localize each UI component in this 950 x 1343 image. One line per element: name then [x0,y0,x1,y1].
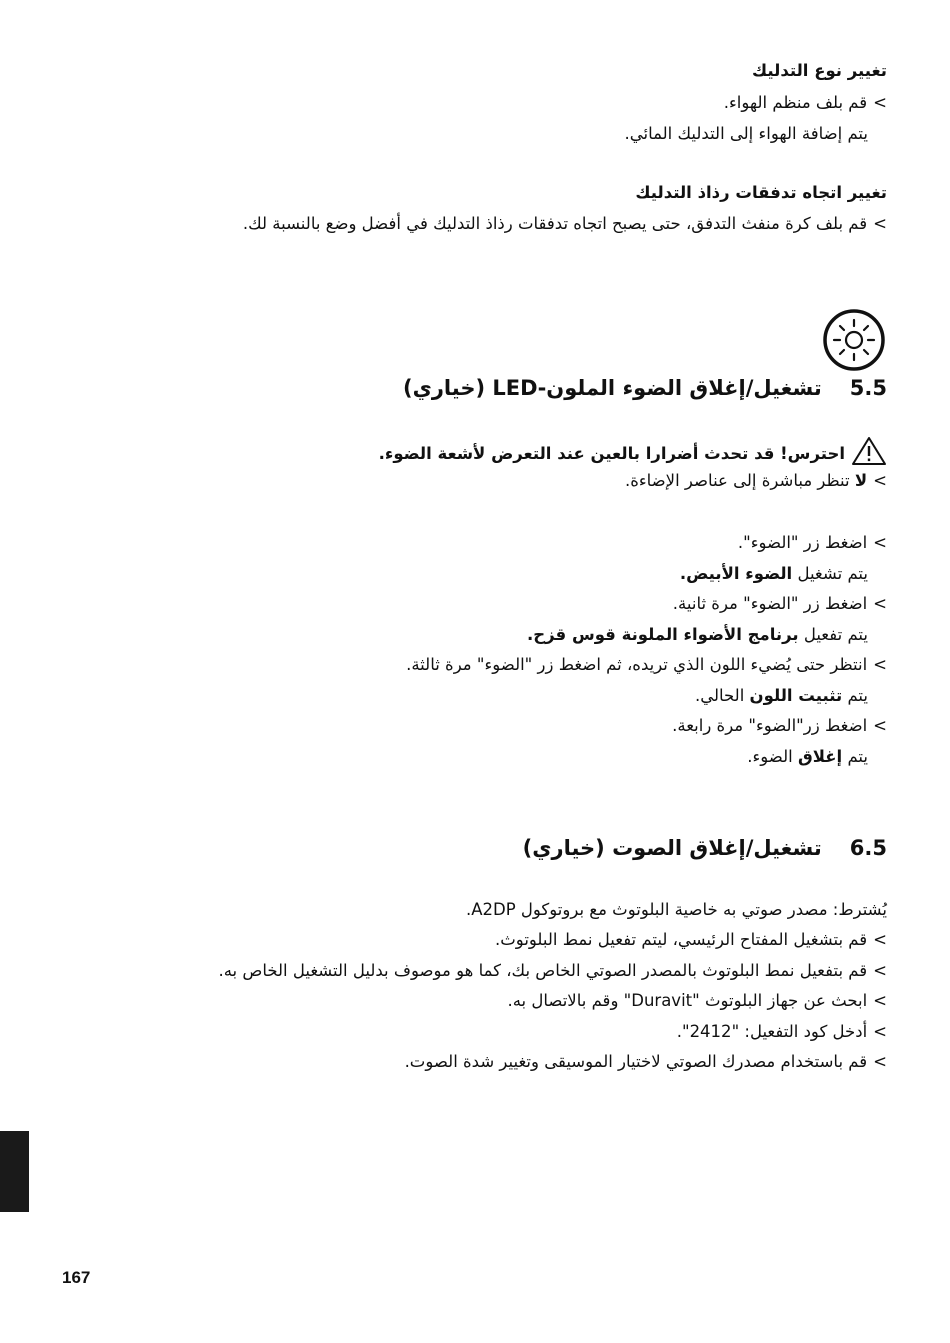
bullet-marker: > [873,991,887,1010]
bullet-marker: > [873,655,887,674]
result-air-added: يتم إضافة الهواء إلى التدليك المائي. [624,124,868,143]
result-white-light: يتم تشغيل الضوء الأبيض. [679,564,868,583]
bullet-marker: > [873,214,887,233]
step-turn-nozzle: >قم بلف كرة منفث التدفق، حتى يصبح اتجاه تدفقات رذاذ التدليك في أفضل وضع بالنسبة لك. [242,214,887,233]
step-turn-air-regulator: >قم بلف منظم الهواء. [723,93,887,112]
section-title: تشغيل/إغلاق الصوت (خياري) [522,836,822,860]
result-rainbow-program: يتم تفعيل برنامج الأضواء الملونة قوس قزح. [526,625,868,644]
section-heading-sound [523,834,887,862]
bullet-marker: > [873,93,887,112]
step-enter-code: >أدخل كود التفعيل: "2412". [676,1022,887,1041]
section-number: 5.5 [849,376,887,400]
bullet-marker: > [873,716,887,735]
section-title: تشغيل/إغلاق الضوء الملون-LED (خياري) [402,376,822,400]
subheading-jet-direction: تغيير اتجاه تدفقات رذاذ التدليك [635,183,887,202]
step-press-light-fourth: >اضغط زر"الضوء" مرة رابعة. [672,716,887,735]
warning-label: احترس! [780,444,845,463]
step-wait-color: >انتظر حتى يُضيء اللون الذي تريده، ثم اضغط زر "الضوء" مرة ثالثة. [406,655,887,674]
bullet-marker: > [873,1052,887,1071]
bullet-marker: > [873,471,887,490]
step-main-switch: >قم بتشغيل المفتاح الرئيسي، ليتم تفعيل نمط البلوتوث. [495,930,887,949]
result-fix-color: يتم تثبيت اللون الحالي. [694,686,868,705]
subheading-massage-type: تغيير نوع التدليك [752,61,887,80]
bullet-marker: > [873,961,887,980]
step-enable-bluetooth: >قم بتفعيل نمط البلوتوث بالمصدر الصوتي الخاص بك، كما هو موصوف بدليل التشغيل الخاص به. [218,961,887,980]
page-number: 167 [62,1268,91,1287]
warning-text: قد تحدث أضرارا بالعين عند التعرض لأشعة الضوء. [378,444,775,463]
warning-eye-damage [379,436,887,466]
step-use-source: >قم باستخدام مصدرك الصوتي لاختيار الموسيقى وتغيير شدة الصوت. [404,1052,887,1071]
caution-no-look: >لا تنظر مباشرة إلى عناصر الإضاءة. [625,471,887,490]
step-press-light-second: >اضغط زر "الضوء" مرة ثانية. [672,594,887,613]
warning-triangle-icon [851,436,887,466]
section-heading-led-light [403,374,887,402]
bullet-marker: > [873,930,887,949]
chapter-tab-marker [0,1131,29,1212]
bullet-marker: > [873,594,887,613]
step-press-light: >اضغط زر "الضوء". [737,533,887,552]
bullet-marker: > [873,533,887,552]
result-light-off: يتم إغلاق الضوء. [747,747,868,766]
requirement-a2dp: يُشترط: مصدر صوتي به خاصية البلوتوث مع بروتوكول A2DP. [465,900,887,919]
step-search-device: >ابحث عن جهاز البلوتوث "Duravit" وقم بالاتصال به. [507,991,887,1010]
light-sun-icon [822,308,886,372]
section-number: 6.5 [849,836,887,860]
bullet-marker: > [873,1022,887,1041]
